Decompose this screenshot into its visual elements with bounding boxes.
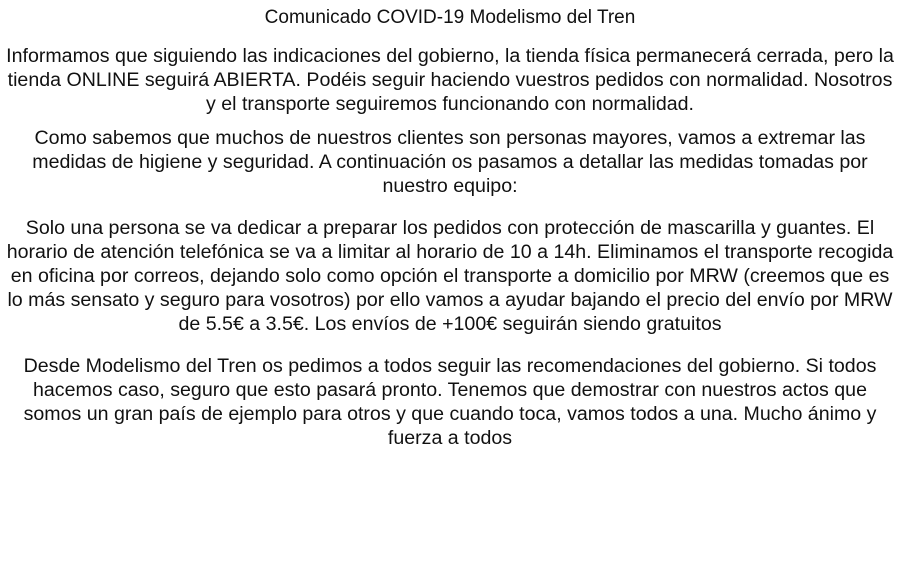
paragraph-hygiene-intro: Como sabemos que muchos de nuestros clientes son personas mayores, vamos a extremar las medidas de higiene y seguridad. A continuación os pasamos a detallar las medidas tomadas por nuestro equipo: xyxy=(32,127,868,197)
page-title: Comunicado COVID-19 Modelismo del Tren xyxy=(264,7,636,28)
paragraph-closing: Desde Modelismo del Tren os pedimos a todos seguir las recomendaciones del gobierno. Si todos hacemos caso, seguro que esto pasará pronto. Tenemos que demostrar con nuestros actos que somos un gran país de ejemplo para otros y que cuando toca, vamos todos a una. Mucho ánimo y fuerza a todos xyxy=(23,355,877,449)
paragraph-measures: Solo una persona se va dedicar a preparar los pedidos con protección de mascarilla y guantes. El horario de atención telefónica se va a limitar al horario de 10 a 14h. Eliminamos el transporte recogida en oficina por correos, dejando solo como opción el transporte a domicilio por MRW (creemos que es lo más sensato y seguro para vosotros) por ello vamos a ayudar bajando el precio del envío por MRW de 5.5€ a 3.5€. Los envíos de +100€ seguirán siendo gratuitos xyxy=(6,217,894,335)
paragraph-store-status: Informamos que siguiendo las indicaciones del gobierno, la tienda física permanecerá cerrada, pero la tienda ONLINE seguirá ABIERTA. Podéis seguir haciendo vuestros pedidos con normalidad. Nosotros y el transporte seguiremos funcionando con normalidad. xyxy=(6,45,894,115)
